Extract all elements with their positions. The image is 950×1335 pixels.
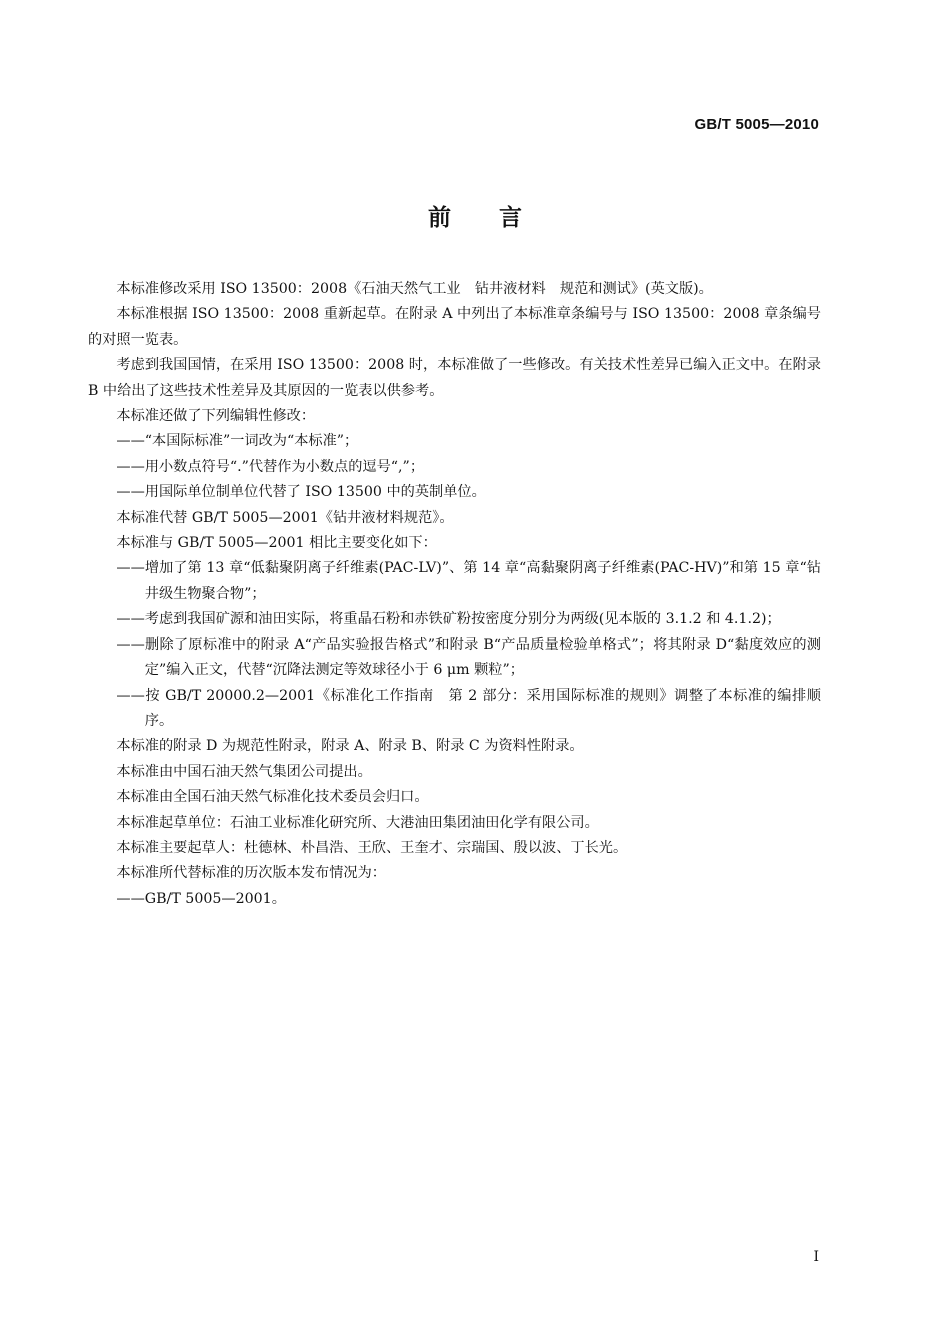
list-item-editorial: ——用国际单位制单位代替了 ISO 13500 中的英制单位。 bbox=[116, 484, 486, 501]
paragraph-committee: 本标准由全国石油天然气标准化技术委员会归口。 bbox=[116, 789, 429, 806]
list-item-change: ——删除了原标准中的附录 A“产品实验报告格式”和附录 B“产品质量检验单格式”；将其附录 D“黏度效应的测定”编入正文，代替“沉降法测定等效球径小于 6 μm 颗粒”； bbox=[116, 636, 821, 679]
list-item-history: ——GB/T 5005—2001。 bbox=[116, 890, 286, 907]
paragraph-drafters: 本标准主要起草人：杜德林、朴昌浩、王欣、王奎才、宗瑞国、殷以波、丁长光。 bbox=[116, 839, 628, 856]
paragraph-changes-intro: 本标准与 GB/T 5005—2001 相比主要变化如下： bbox=[116, 535, 437, 552]
paragraph-redraft: 本标准根据 ISO 13500：2008 重新起草。在附录 A 中列出了本标准章条编号与 ISO 13500：2008 章条编号的对照一览表。 bbox=[88, 306, 821, 348]
paragraph-modifications: 考虑到我国国情，在采用 ISO 13500：2008 时，本标准做了一些修改。有关技术性差异已编入正文中。在附录 B 中给出了这些技术性差异及其原因的一览表以供参考。 bbox=[88, 357, 821, 399]
paragraph-editorial-intro: 本标准还做了下列编辑性修改： bbox=[116, 408, 316, 425]
title-char-2: 言 bbox=[499, 205, 522, 231]
standard-number: GB/T 5005—2010 bbox=[694, 116, 819, 133]
paragraph-drafting-units: 本标准起草单位：石油工业标准化研究所、大港油田集团油田化学有限公司。 bbox=[116, 814, 599, 831]
paragraph-history-intro: 本标准所代替标准的历次版本发布情况为： bbox=[116, 865, 386, 882]
paragraph-annexes: 本标准的附录 D 为规范性附录，附录 A、附录 B、附录 C 为资料性附录。 bbox=[116, 738, 584, 755]
list-item-editorial: ——“本国际标准”一词改为“本标准”； bbox=[116, 433, 359, 450]
page-title bbox=[0, 199, 950, 232]
paragraph-adoption: 本标准修改采用 ISO 13500：2008《石油天然气工业 钻井液材料 规范和测试》(英文版)。 bbox=[116, 281, 713, 297]
list-item-change: ——考虑到我国矿源和油田实际，将重晶石粉和赤铁矿粉按密度分别分为两级(见本版的 3.1.2 和 4.1.2)； bbox=[116, 611, 781, 628]
list-item-change: ——增加了第 13 章“低黏聚阴离子纤维素(PAC-LV)”、第 14 章“高黏聚阴离子纤维素(PAC-HV)”和第 15 章“钻井级生物聚合物”； bbox=[116, 560, 821, 602]
paragraph-proposer: 本标准由中国石油天然气集团公司提出。 bbox=[116, 763, 372, 780]
title-char-1: 前 bbox=[428, 205, 451, 231]
list-item-editorial: ——用小数点符号“.”代替作为小数点的逗号“,”； bbox=[116, 458, 425, 475]
list-item-change: ——按 GB/T 20000.2—2001《标准化工作指南 第 2 部分：采用国际标准的规则》调整了本标准的编排顺序。 bbox=[116, 687, 821, 729]
paragraph-replaces: 本标准代替 GB/T 5005—2001《钻井液材料规范》。 bbox=[116, 509, 454, 526]
foreword-body bbox=[88, 277, 821, 912]
page-number: I bbox=[813, 1249, 819, 1265]
